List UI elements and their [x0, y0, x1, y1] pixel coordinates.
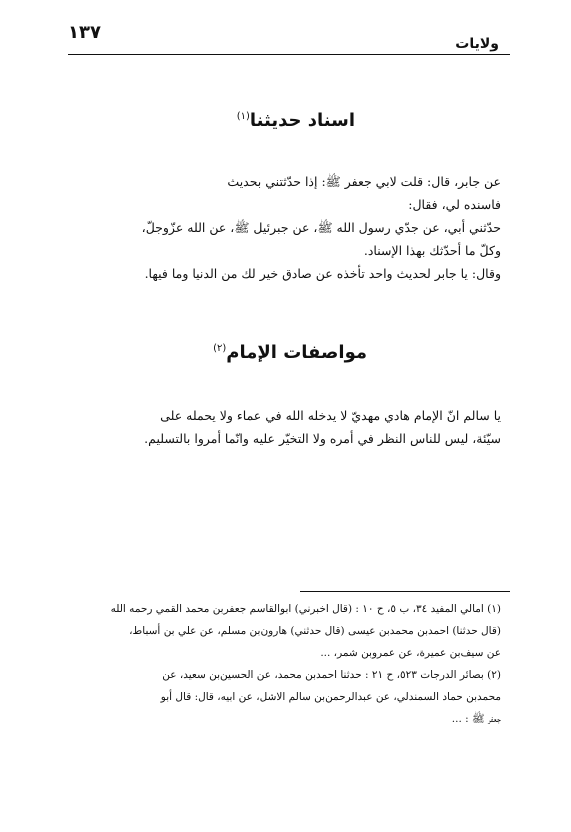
text-line: يا سالم انّ الإمام هادي مهديّ لا يدخله الله في عماء ولا يحمله على: [160, 408, 501, 423]
text-line: وقال: يا جابر لحديث واحد تأخذه عن صادق خير لك من الدنيا وما فيها.: [144, 266, 501, 281]
footnote-line: (١) امالي المفيد ٣٤، ب ٥، ح ١٠ : (قال اخبرني) ابوالقاسم جعفربن محمد القمي رحمه الله: [110, 603, 501, 615]
footnote-line: جعفر ﷺ : ...: [451, 713, 501, 725]
running-header-title: ولايات: [455, 36, 499, 52]
section-heading-isnad-text: اسناد حديثنا: [249, 110, 355, 131]
section-body-imam: [69, 404, 501, 450]
section-heading-imam: [213, 342, 367, 363]
header-rule: [68, 54, 510, 55]
text-line: سيّئة، ليس للناس النظر في أمره ولا التخيّر عليه وانّما أمروا بالتسليم.: [144, 431, 501, 446]
footnote-1: [69, 598, 501, 664]
footnote-line: (٢) بصائر الدرجات ٥٢٣، ح ٢١ : حدثنا احمدبن محمد، عن الحسين‌بن سعيد، عن: [162, 669, 501, 681]
footnote-marker-1: (١): [236, 111, 250, 122]
footnote-separator: [300, 591, 510, 592]
footnote-2: [69, 664, 501, 730]
page-number: ١٣٧: [68, 22, 101, 43]
section-heading-isnad: [237, 110, 355, 131]
section-heading-imam-text: مواصفات الإمام: [226, 342, 367, 363]
text-line: وكلّ ما أحدّثك بهذا الإسناد.: [363, 243, 501, 258]
footnote-line: عن سيف‌بن عميرة، عن عمروبن شمر، ...: [320, 647, 501, 659]
text-line: عن جابر، قال: قلت لابي جعفر ﷺ: إذا حدّثتني بحديث: [227, 174, 501, 189]
footnote-marker-2: (٢): [213, 343, 227, 354]
text-line: فاسنده لي، فقال:: [408, 197, 501, 212]
footnote-line: (قال حدثنا) احمدبن محمدبن عيسى (قال حدثني) هارون‌بن مسلم، عن علي بن أسباط،: [129, 625, 501, 637]
section-body-isnad: [69, 170, 501, 285]
text-line: حدّثني أبي، عن جدّي رسول الله ﷺ، عن جبرئيل ﷺ، عن الله عزّوجلّ،: [141, 220, 501, 235]
footnote-line: محمدبن حماد السمندلي، عن عبدالرحمن‌بن سالم الاشل، عن ابيه، قال: قال أبو: [160, 691, 501, 703]
